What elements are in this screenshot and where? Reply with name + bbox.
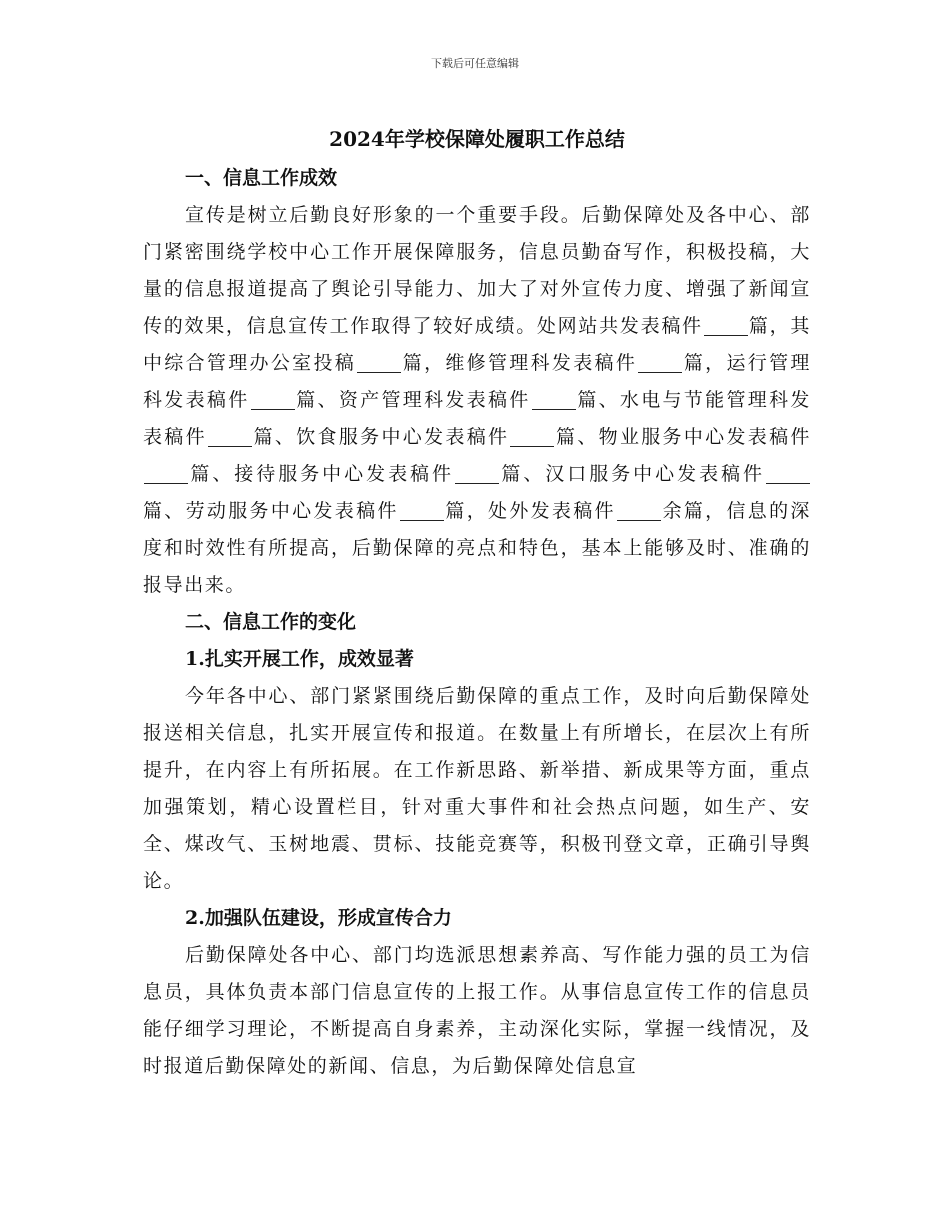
section-1-paragraph — [143, 197, 811, 604]
blank-line — [357, 350, 401, 373]
subsection-heading-2: 2.加强队伍建设，形成宣传合力 — [185, 907, 452, 929]
paragraph-segment: 篇、饮食服务中心发表稿件 — [252, 426, 510, 448]
paragraph-segment: 篇、水电与节能管理科发表稿件 — [143, 389, 811, 448]
section-heading-1: 一、信息工作成效 — [185, 167, 338, 189]
paragraph-segment: 篇，运行管理科发表稿件 — [143, 352, 811, 411]
blank-line — [766, 461, 810, 484]
subsection-1-paragraph: 今年各中心、部门紧紧围绕后勤保障的重点工作，及时向后勤保障处报送相关信息，扎实开展宣传和报道。在数量上有所增长，在层次上有所提升，在内容上有所拓展。在工作新思路、新举措、新成果等方面，重点加强策划，精心设置栏目，针对重大事件和社会热点问题，如生产、安全、煤改气、玉树地震、贯标、技能竞赛等，积极刊登文章，正确引导舆论。 — [143, 685, 811, 892]
subsection-2-paragraph: 后勤保障处各中心、部门均选派思想素养高、写作能力强的员工为信息员，具体负责本部门信息宣传的上报工作。从事信息宣传工作的信息员能仔细学习理论，不断提高自身素养，主动深化实际，掌握一线情况，及时报道后勤保障处的新闻、信息，为后勤保障处信息宣 — [143, 944, 811, 1077]
blank-line — [638, 350, 682, 373]
blank-line — [400, 498, 444, 521]
blank-line — [532, 387, 576, 410]
blank-line — [455, 461, 499, 484]
paragraph-segment: 篇、汉口服务中心发表稿件 — [500, 463, 765, 485]
paragraph-segment: 篇、物业服务中心发表稿件 — [555, 426, 811, 448]
blank-line — [208, 424, 252, 447]
document-body — [143, 121, 811, 1085]
header-note: 下载后可任意编辑 — [431, 57, 519, 70]
paragraph-segment: 篇，其中综合管理办公室投稿 — [143, 315, 811, 374]
paragraph-segment: 篇、资产管理科发表稿件 — [295, 389, 531, 411]
paragraph-segment: 余篇，信息的深度和时效性有所提高，后勤保障的亮点和特色，基本上能够及时、准确的报导出来。 — [143, 500, 812, 596]
blank-line — [251, 387, 295, 410]
blank-line — [704, 313, 748, 336]
section-heading-2: 二、信息工作的变化 — [185, 611, 357, 633]
paragraph-segment: 篇、接待服务中心发表稿件 — [189, 463, 454, 485]
paragraph-segment: 宣传是树立后勤良好形象的一个重要手段。后勤保障处及各中心、部门紧密围绕学校中心工作开展保障服务，信息员勤奋写作，积极投稿，大量的信息报道提高了舆论引导能力、加大了对外宣传力度、增强了新闻宣传的效果，信息宣传工作取得了较好成绩。处网站共发表稿件 — [143, 204, 811, 337]
subsection-heading-1: 1.扎实开展工作，成效显著 — [185, 648, 414, 670]
blank-line — [510, 424, 554, 447]
blank-line — [617, 498, 661, 521]
paragraph-segment: 篇，处外发表稿件 — [444, 500, 616, 522]
paragraph-segment: 篇、劳动服务中心发表稿件 — [143, 500, 399, 522]
blank-line — [144, 461, 188, 484]
document-title: 2024年学校保障处履职工作总结 — [329, 127, 625, 151]
paragraph-segment: 篇，维修管理科发表稿件 — [402, 352, 638, 374]
